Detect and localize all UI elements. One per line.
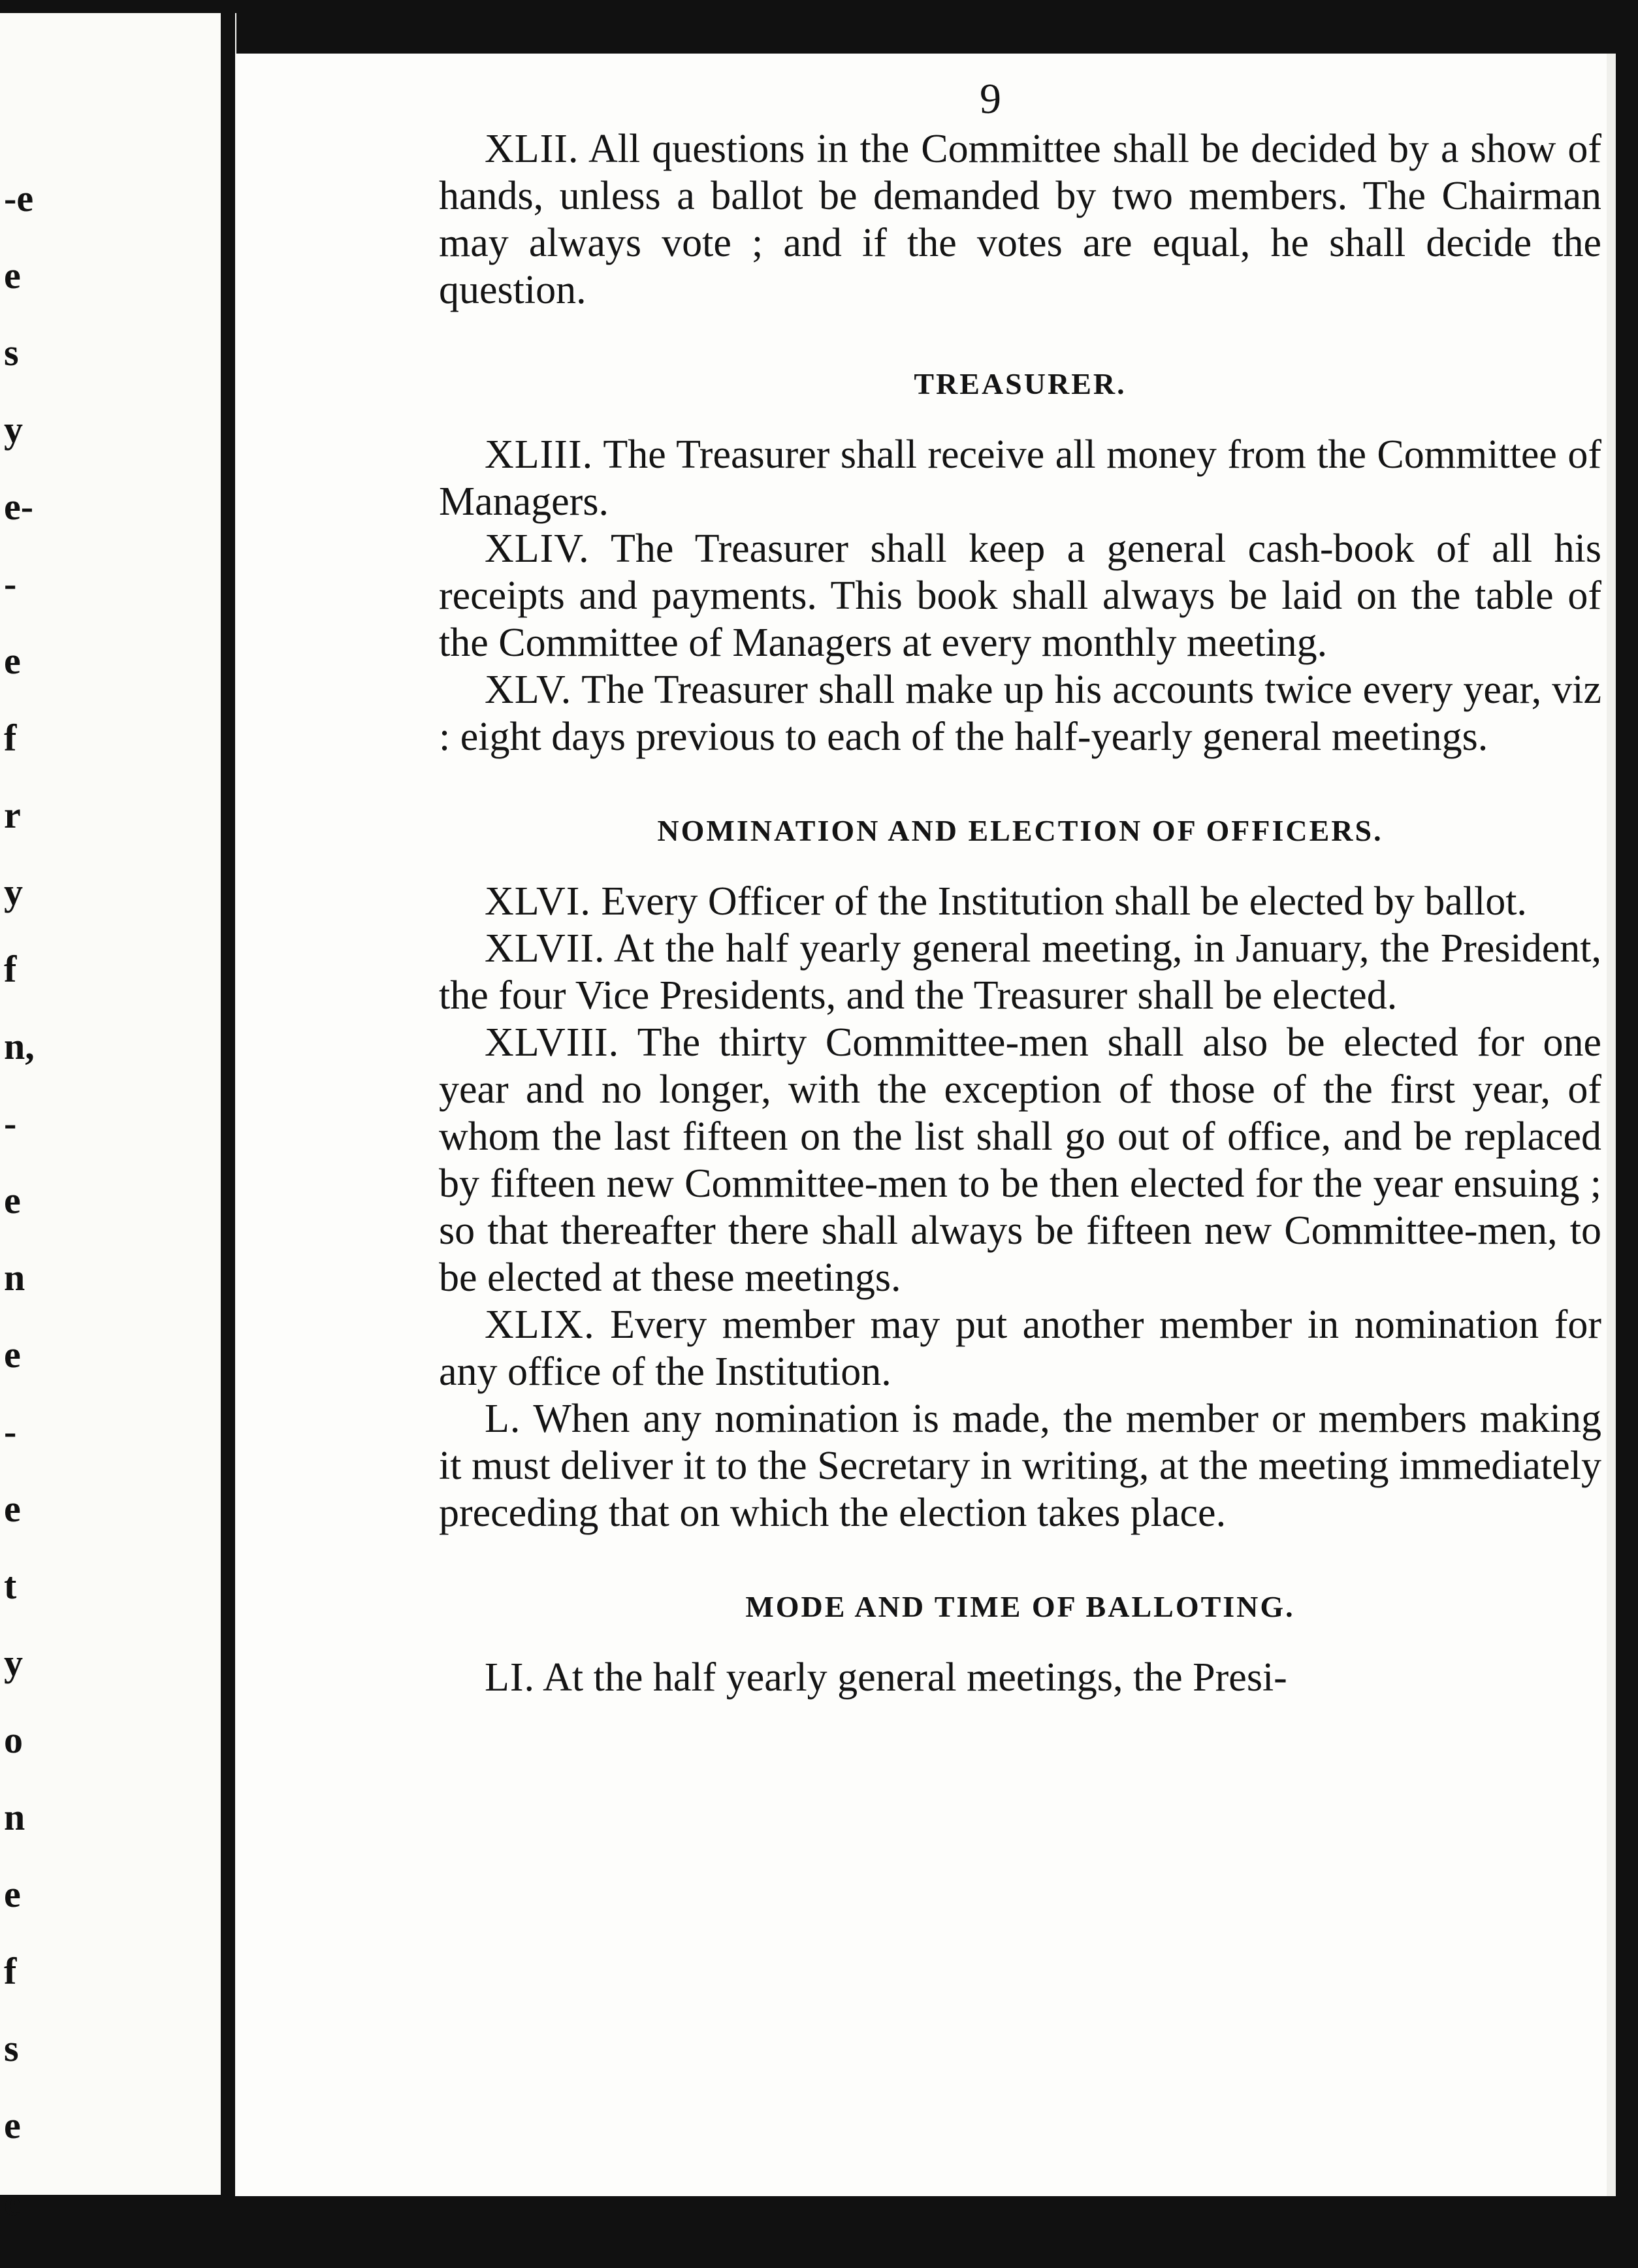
left-page-fragment: e	[4, 640, 21, 682]
left-page-fragment: f	[4, 948, 17, 990]
left-page-fragment: y	[4, 871, 23, 913]
left-page-text-fragments	[4, 13, 219, 2224]
left-page-fragment: y	[4, 408, 23, 451]
left-page-fragment: t	[4, 1564, 17, 1607]
left-page-fragment: f	[4, 717, 17, 759]
left-page-fragment: e	[4, 2181, 21, 2224]
left-page-fragment: -	[4, 562, 17, 605]
rule-paragraph	[439, 878, 1601, 925]
rule-text: Every member may put another member in nomination for any office of the Institution.	[439, 1303, 1602, 1394]
left-page-fragment: -	[4, 1410, 17, 1453]
rule-number: LI.	[485, 1655, 536, 1700]
rule-text: Every Officer of the Institution shall be elected by ballot.	[601, 879, 1527, 924]
page-text-block	[439, 125, 1601, 1701]
left-page-fragment: s	[4, 331, 19, 374]
left-page-fragment: -	[4, 1102, 17, 1144]
rule-number: XLIV.	[485, 526, 590, 571]
right-page	[235, 54, 1616, 2196]
page-number: 9	[980, 75, 1001, 123]
left-page-fragment: f	[4, 1950, 17, 1992]
left-page-fragment: e-	[4, 485, 34, 528]
left-page-fragment: r	[4, 794, 21, 836]
rule-paragraph	[439, 1395, 1601, 1536]
rule-paragraph	[439, 125, 1601, 314]
section-heading: NOMINATION AND ELECTION OF OFFICERS.	[657, 814, 1383, 847]
rule-text: The Treasurer shall keep a general cash-book of all his receipts and payments. This book shall always be laid on the table of the Committee of Managers at every monthly meeting.	[439, 526, 1601, 665]
left-page-fragment: e	[4, 2104, 21, 2146]
rule-paragraph	[439, 1654, 1601, 1701]
rule-text: At the half yearly general meetings, the Presi-	[543, 1655, 1287, 1700]
rule-number: XLVI.	[485, 879, 591, 924]
left-page-fragment: n,	[4, 1025, 35, 1067]
section-heading: MODE AND TIME OF BALLOTING.	[745, 1590, 1295, 1623]
left-page-fragment: e	[4, 254, 21, 297]
book-binding	[221, 0, 235, 2208]
rule-text: At the half yearly general meeting, in January, the President, the four Vice Presidents, and the Treasurer shall be elected.	[439, 926, 1601, 1018]
rule-number: XLVIII.	[485, 1020, 620, 1065]
section-heading: TREASURER.	[914, 367, 1127, 400]
left-page-fragment: n	[4, 1256, 25, 1299]
rule-paragraph	[439, 666, 1601, 760]
left-page-fragment: n	[4, 1796, 25, 1838]
left-page-fragment: -e	[4, 177, 34, 219]
rule-paragraph	[439, 431, 1601, 525]
left-page-fragment: e	[4, 1333, 21, 1376]
left-page-fragment: o	[4, 1719, 23, 1761]
rule-number: XLVII.	[485, 926, 605, 971]
rule-paragraph	[439, 925, 1601, 1019]
rule-text: When any nomination is made, the member or members making it must deliver it to the Secretary in writing, at the meeting immediately preceding that on which the election takes place.	[439, 1397, 1601, 1535]
rule-text: The Treasurer shall make up his accounts twice every year, viz : eight days previous to each of the half-yearly general meetings.	[439, 668, 1601, 759]
left-page-edge	[0, 13, 236, 2224]
rule-text: The thirty Committee-men shall also be elected for one year and no longer, with the exception of those of the first year, of whom the last fifteen on the list shall go out of office, and be replaced by fifteen new Committee-men to be then elected for the year ensuing ; so that thereafter there shall always be fifteen new Committee-men, to be elected at these meetings.	[439, 1020, 1601, 1300]
left-page-fragment: e	[4, 1179, 21, 1222]
rule-number: L.	[485, 1397, 521, 1441]
left-page-fragment: e	[4, 1487, 21, 1530]
rule-number: XLII.	[485, 127, 579, 171]
rule-number: XLIX.	[485, 1303, 595, 1347]
rule-paragraph	[439, 525, 1601, 666]
rule-paragraph	[439, 1019, 1601, 1301]
left-page-fragment: s	[4, 2027, 19, 2069]
rule-number: XLV.	[485, 668, 572, 712]
rule-text: The Treasurer shall receive all money from the Committee of Managers.	[439, 432, 1601, 524]
rule-text: All questions in the Committee shall be decided by a show of hands, unless a ballot be demanded by two members. The Chairman may always vote ; and if the votes are equal, he shall decide the question.	[439, 127, 1601, 312]
rule-paragraph	[439, 1301, 1601, 1395]
left-page-fragment: y	[4, 1642, 23, 1684]
rule-number: XLIII.	[485, 432, 594, 477]
left-page-fragment: e	[4, 1873, 21, 1915]
